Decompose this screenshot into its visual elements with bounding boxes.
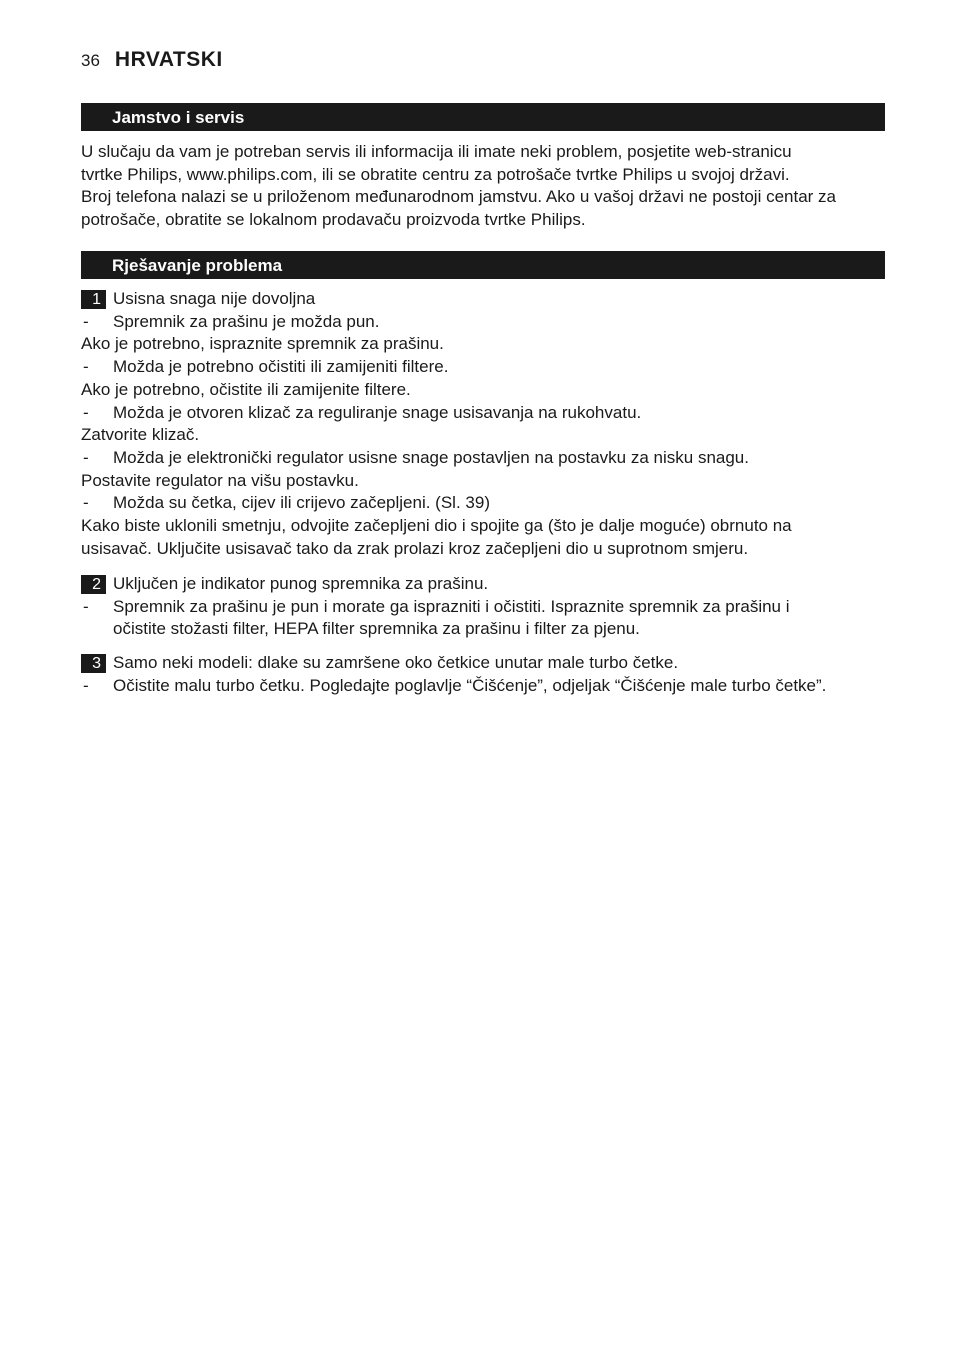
- dash-mark: -: [83, 402, 89, 422]
- step-title: Samo neki modeli: dlake su zamršene oko četkice unutar male turbo četke.: [113, 653, 679, 672]
- text-line: Zatvorite klizač.: [81, 425, 200, 445]
- page-number: 36: [81, 51, 100, 70]
- text-line: Postavite regulator na višu postavku.: [81, 470, 359, 490]
- dash-text: Možda je potrebno očistiti ili zamijeniti filtere.: [113, 357, 449, 377]
- dash-mark: -: [83, 311, 89, 331]
- step-2-block: [81, 573, 891, 641]
- step-1-heading: [81, 288, 891, 311]
- dash-item: [81, 596, 891, 641]
- text-line: Broj telefona nalazi se u priloženom međunarodnom jamstvu. Ako u vašoj državi ne postoji centar za: [81, 187, 837, 207]
- language-title: HRVATSKI: [114, 48, 223, 71]
- dash-mark: -: [83, 675, 89, 695]
- step-3-block: [81, 652, 891, 697]
- dash-item: [81, 402, 891, 425]
- dash-mark: -: [83, 357, 89, 377]
- step-2-heading: [81, 573, 891, 596]
- page-header: [81, 48, 223, 74]
- dash-text: Spremnik za prašinu je možda pun.: [113, 311, 380, 331]
- dash-mark: -: [83, 493, 89, 513]
- text-line: tvrtke Philips, www.philips.com, ili se obratite centru za potrošače tvrtke Philips u svojoj državi.: [81, 164, 790, 184]
- step-number-badge: 3: [81, 654, 106, 673]
- dash-item: [81, 675, 891, 698]
- dash-text: Možda je otvoren klizač za reguliranje snage usisavanja na rukohvatu.: [113, 402, 642, 422]
- dash-text: Možda je elektronički regulator usisne snage postavljen na postavku za nisku snagu.: [113, 447, 749, 467]
- text-line: Ako je potrebno, očistite ili zamijenite filtere.: [81, 379, 411, 399]
- text-line: U slučaju da vam je potreban servis ili informacija ili imate neki problem, posjetite web-stranicu: [81, 142, 792, 161]
- text-line: Ako je potrebno, ispraznite spremnik za prašinu.: [81, 334, 444, 354]
- dash-mark: -: [83, 447, 89, 467]
- text-line: usisavač. Uključite usisavač tako da zrak prolazi kroz začepljeni dio u suprotnom smjeru.: [81, 538, 749, 558]
- text-line: Kako biste uklonili smetnju, odvojite začepljeni dio i spojite ga (što je dalje moguće) obrnuto na: [81, 516, 792, 536]
- dash-item: [81, 447, 891, 470]
- dash-item: [81, 356, 891, 379]
- step-title: Uključen je indikator punog spremnika za prašinu.: [113, 574, 489, 593]
- text-line: potrošače, obratite se lokalnom prodavaču proizvoda tvrtke Philips.: [81, 210, 586, 230]
- dash-item: [81, 311, 891, 334]
- step-number-badge: 2: [81, 575, 106, 594]
- warranty-paragraph: [81, 141, 891, 232]
- step-title: Usisna snaga nije dovoljna: [113, 289, 316, 308]
- section-header-troubleshooting: Rješavanje problema: [81, 251, 885, 279]
- step-number-badge: 1: [81, 290, 106, 309]
- text-line: Spremnik za prašinu je pun i morate ga isprazniti i očistiti. Ispraznite spremnik za prašinu i: [113, 596, 790, 616]
- section-header-warranty: Jamstvo i servis: [81, 103, 885, 131]
- step-3-heading: [81, 652, 891, 675]
- dash-text: [113, 596, 891, 641]
- dash-mark: -: [83, 596, 89, 616]
- step-1-block: [81, 288, 891, 560]
- text-line: očistite stožasti filter, HEPA filter spremnika za prašinu i filter za pjenu.: [113, 619, 640, 639]
- dash-text: Možda su četka, cijev ili crijevo začepljeni. (Sl. 39): [113, 493, 490, 513]
- dash-text: Očistite malu turbo četku. Pogledajte poglavlje “Čišćenje”, odjeljak “Čišćenje male turbo četke”.: [113, 675, 827, 695]
- dash-item: [81, 492, 891, 515]
